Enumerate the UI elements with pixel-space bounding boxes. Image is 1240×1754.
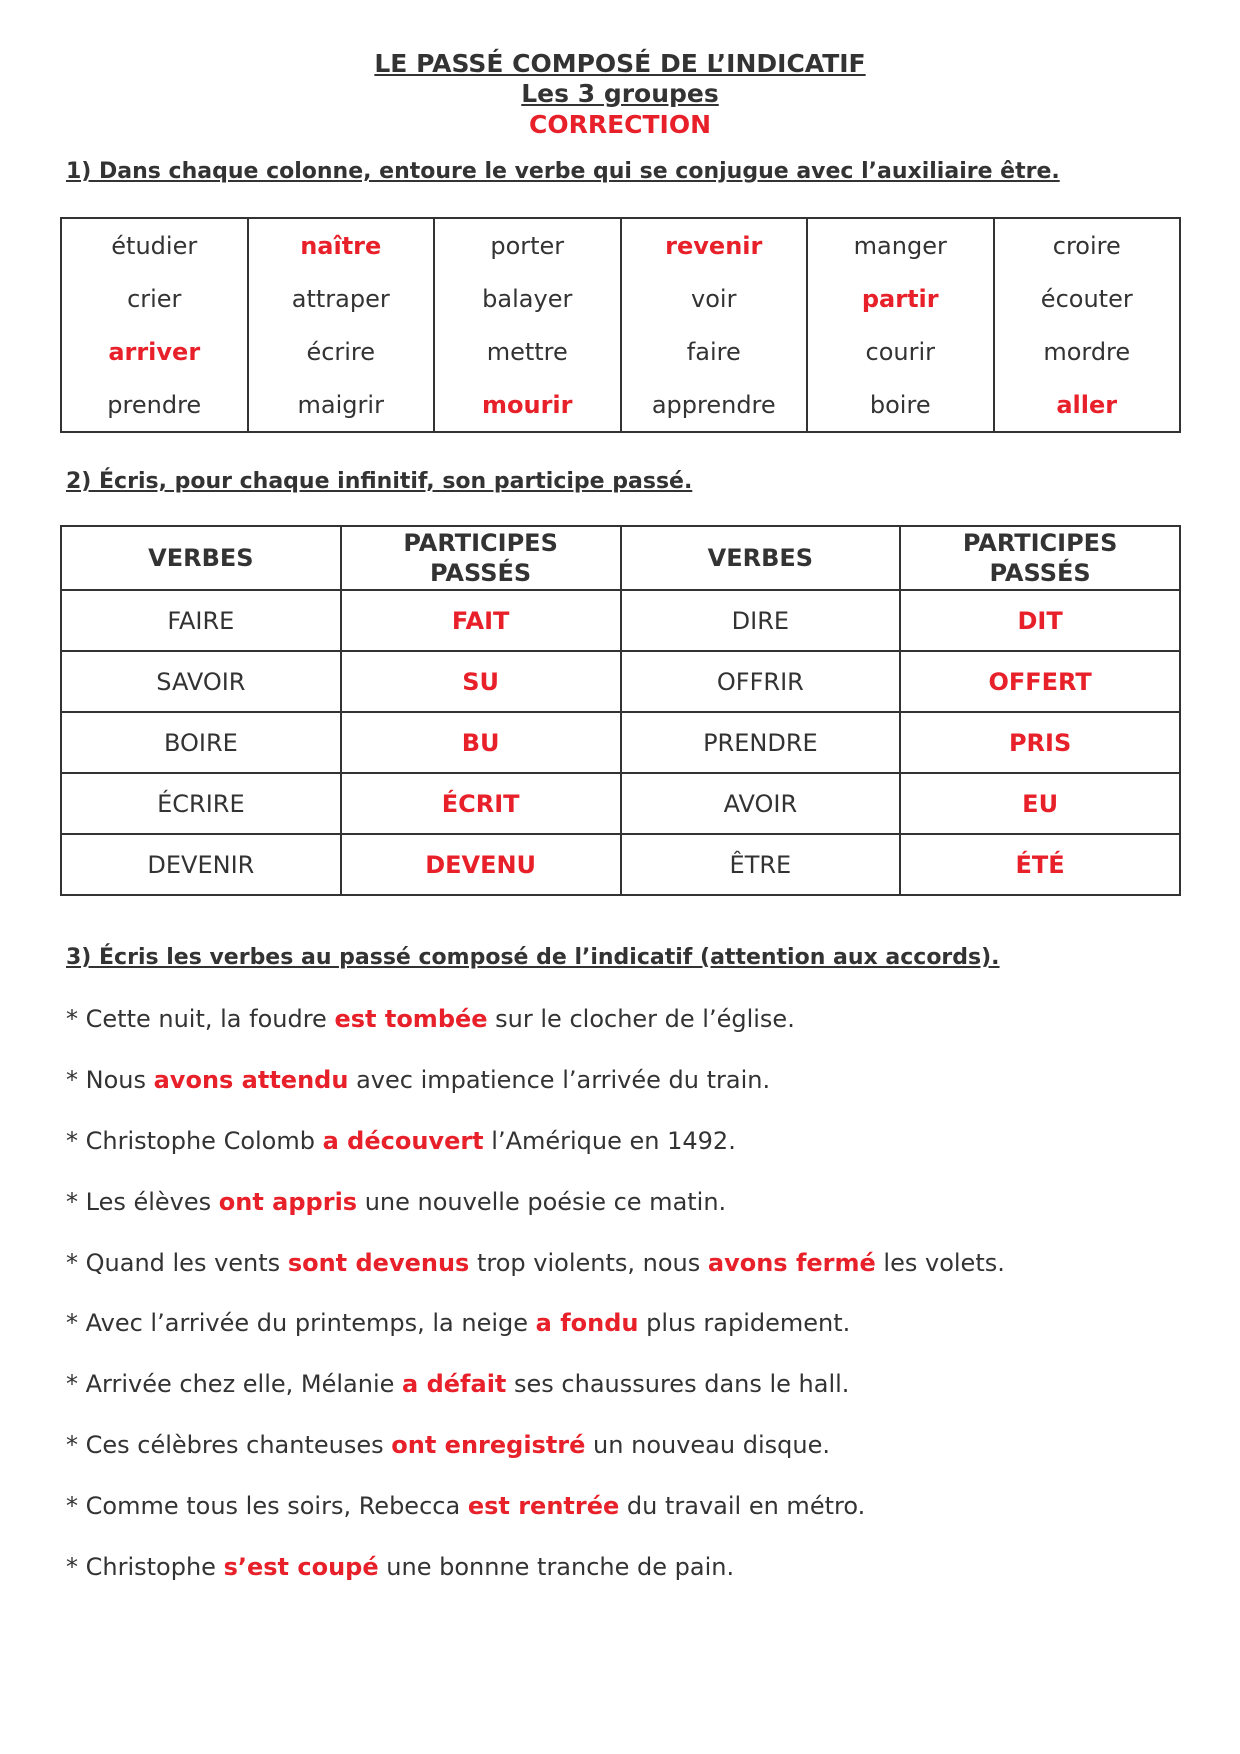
sentence-answer: avons fermé xyxy=(707,1249,876,1277)
table-cell: manger xyxy=(807,218,994,272)
sentence-answer: avons attendu xyxy=(153,1066,349,1094)
column-header-participes xyxy=(900,526,1180,590)
sentence-text: les volets. xyxy=(875,1249,1005,1277)
verb-cell: BOIRE xyxy=(61,712,341,773)
verb-cell: OFFRIR xyxy=(621,651,901,712)
table-cell: maigrir xyxy=(248,378,435,432)
sentence-text: * Arrivée chez elle, Mélanie xyxy=(66,1370,403,1398)
verb-cell: AVOIR xyxy=(621,773,901,834)
table-cell-answer: naître xyxy=(248,218,435,272)
sentence-text: * Les élèves xyxy=(66,1188,219,1216)
table-cell-answer: arriver xyxy=(61,325,248,378)
table-cell: croire xyxy=(994,218,1181,272)
sentence-answer: est tombée xyxy=(334,1005,488,1033)
table-cell-answer: aller xyxy=(994,378,1181,432)
table-cell-answer: revenir xyxy=(621,218,808,272)
table-row xyxy=(61,834,1180,895)
table-cell: écrire xyxy=(248,325,435,378)
table-row xyxy=(61,651,1180,712)
table-row xyxy=(61,272,1180,325)
sentence-text: avec impatience l’arrivée du train. xyxy=(348,1066,771,1094)
participle-cell: DIT xyxy=(900,590,1180,651)
sentence xyxy=(66,1187,726,1217)
sentence xyxy=(66,1308,850,1338)
table-row xyxy=(61,590,1180,651)
table-cell: mordre xyxy=(994,325,1181,378)
participle-cell: PRIS xyxy=(900,712,1180,773)
sentence-answer: ont appris xyxy=(218,1188,358,1216)
table-cell: attraper xyxy=(248,272,435,325)
auxiliary-table xyxy=(60,217,1181,433)
column-header-verbes: VERBES xyxy=(61,526,341,590)
sentence xyxy=(66,1248,1005,1278)
verb-cell: ÊTRE xyxy=(621,834,901,895)
table-cell: écouter xyxy=(994,272,1181,325)
sentence-text: * Comme tous les soirs, Rebecca xyxy=(66,1492,468,1520)
sentence-text: * Christophe Colomb xyxy=(66,1127,323,1155)
table-cell: boire xyxy=(807,378,994,432)
sentence-text: sur le clocher de l’église. xyxy=(487,1005,795,1033)
table-cell: crier xyxy=(61,272,248,325)
verb-cell: DEVENIR xyxy=(61,834,341,895)
sentence-text: un nouveau disque. xyxy=(585,1431,830,1459)
header-line: PARTICIPES xyxy=(403,529,558,557)
participle-cell: SU xyxy=(341,651,621,712)
sentence-text: * Avec l’arrivée du printemps, la neige xyxy=(66,1309,536,1337)
sentence-answer: a fondu xyxy=(535,1309,639,1337)
table-row xyxy=(61,378,1180,432)
column-header-participes xyxy=(341,526,621,590)
sentence-text: l’Amérique en 1492. xyxy=(483,1127,736,1155)
sentence-text: ses chaussures dans le hall. xyxy=(506,1370,850,1398)
table-cell: porter xyxy=(434,218,621,272)
header-line: PASSÉS xyxy=(989,559,1091,587)
column-header-verbes: VERBES xyxy=(621,526,901,590)
table-row xyxy=(61,773,1180,834)
table-cell: étudier xyxy=(61,218,248,272)
verb-cell: SAVOIR xyxy=(61,651,341,712)
sentence-answer: s’est coupé xyxy=(223,1553,379,1581)
sentence xyxy=(66,1491,865,1521)
table-cell-answer: partir xyxy=(807,272,994,325)
table-row xyxy=(61,712,1180,773)
table-cell-answer: mourir xyxy=(434,378,621,432)
sentence-text: * Nous xyxy=(66,1066,154,1094)
sentence-answer: a découvert xyxy=(322,1127,484,1155)
participle-cell: OFFERT xyxy=(900,651,1180,712)
verb-cell: PRENDRE xyxy=(621,712,901,773)
sentence-text: une nouvelle poésie ce matin. xyxy=(357,1188,727,1216)
question-2-heading: 2) Écris, pour chaque infinitif, son participe passé. xyxy=(66,469,693,494)
sentence-answer: est rentrée xyxy=(467,1492,620,1520)
verb-cell: DIRE xyxy=(621,590,901,651)
sentence-answer: a défait xyxy=(402,1370,507,1398)
sentence xyxy=(66,1552,734,1582)
participle-cell: ÉTÉ xyxy=(900,834,1180,895)
sentence-text: une bonnne tranche de pain. xyxy=(378,1553,735,1581)
verb-cell: FAIRE xyxy=(61,590,341,651)
sentence-answer: sont devenus xyxy=(287,1249,470,1277)
sentence xyxy=(66,1004,795,1034)
table-cell: voir xyxy=(621,272,808,325)
table-cell: courir xyxy=(807,325,994,378)
question-3-heading: 3) Écris les verbes au passé composé de l’indicatif (attention aux accords). xyxy=(66,945,1000,970)
page-title: LE PASSÉ COMPOSÉ DE L’INDICATIF xyxy=(374,49,866,78)
header-line: PASSÉS xyxy=(430,559,532,587)
sentence xyxy=(66,1369,849,1399)
table-cell: balayer xyxy=(434,272,621,325)
table-cell: mettre xyxy=(434,325,621,378)
sentence xyxy=(66,1065,770,1095)
sentence-text: * Christophe xyxy=(66,1553,224,1581)
sentence xyxy=(66,1126,736,1156)
participle-cell: FAIT xyxy=(341,590,621,651)
table-cell: prendre xyxy=(61,378,248,432)
table-cell: faire xyxy=(621,325,808,378)
verb-cell: ÉCRIRE xyxy=(61,773,341,834)
table-header-row xyxy=(61,526,1180,590)
participle-table xyxy=(60,525,1181,896)
sentence-text: * Cette nuit, la foudre xyxy=(66,1005,335,1033)
participle-cell: ÉCRIT xyxy=(341,773,621,834)
sentence-text: du travail en métro. xyxy=(619,1492,866,1520)
sentence-text: * Ces célèbres chanteuses xyxy=(66,1431,392,1459)
question-1-heading: 1) Dans chaque colonne, entoure le verbe qui se conjugue avec l’auxiliaire être. xyxy=(66,159,1060,184)
correction-label: CORRECTION xyxy=(528,110,712,139)
participle-cell: EU xyxy=(900,773,1180,834)
participle-cell: BU xyxy=(341,712,621,773)
page-subtitle: Les 3 groupes xyxy=(521,79,719,108)
header-line: PARTICIPES xyxy=(962,529,1118,557)
sentence-text: trop violents, nous xyxy=(469,1249,708,1277)
table-cell: apprendre xyxy=(621,378,808,432)
participle-cell: DEVENU xyxy=(341,834,621,895)
sentence-text: plus rapidement. xyxy=(638,1309,851,1337)
table-row xyxy=(61,218,1180,272)
table-row xyxy=(61,325,1180,378)
sentence-answer: ont enregistré xyxy=(391,1431,586,1459)
sentence xyxy=(66,1430,830,1460)
sentence-text: * Quand les vents xyxy=(66,1249,288,1277)
